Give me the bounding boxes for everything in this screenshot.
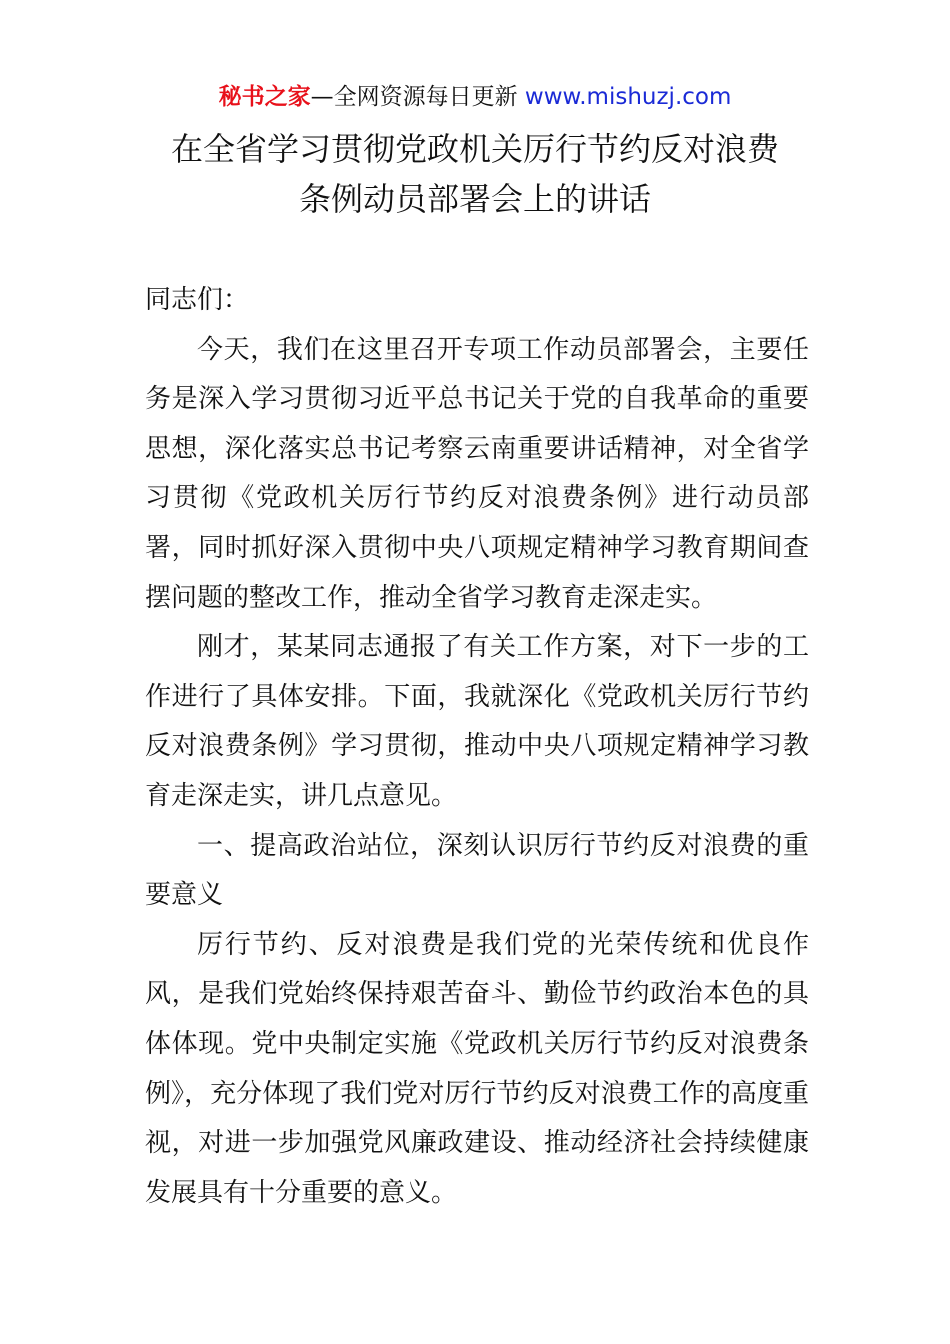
paragraph-intro: 刚才，某某同志通报了有关工作方案，对下一步的工作进行了具体安排。下面，我就深化《党政机关厉行节约反对浪费条例》学习贯彻，推动中央八项规定精神学习教育走深走实，讲几点意见。: [145, 632, 809, 811]
document-title-line-1: 在全省学习贯彻党政机关厉行节约反对浪费: [170, 130, 779, 168]
document-title-line-2: 条例动员部署会上的讲话: [298, 180, 651, 218]
paragraph-opening: 今天，我们在这里召开专项工作动员部署会，主要任务是深入学习贯彻习近平总书记关于党的自我革命的重要思想，深化落实总书记考察云南重要讲话精神，对全省学习贯彻《党政机关厉行节约反对浪费条例》进行动员部署，同时抓好深入贯彻中央八项规定精神学习教育期间查摆问题的整改工作，推动全省学习教育走深走实。: [145, 334, 809, 613]
section-heading-1: 一、提高政治站位，深刻认识厉行节约反对浪费的重要意义: [145, 830, 809, 911]
salutation: 同志们：: [145, 285, 250, 315]
document-title: [0, 124, 950, 224]
site-brand: 秘书之家: [218, 84, 311, 110]
site-slogan: —全网资源每日更新: [310, 84, 525, 110]
site-header: [0, 80, 950, 114]
site-url-link[interactable]: www.mishuzj.com: [524, 84, 732, 110]
paragraph-section-1: 厉行节约、反对浪费是我们党的光荣传统和优良作风，是我们党始终保持艰苦奋斗、勤俭节约政治本色的具体体现。党中央制定实施《党政机关厉行节约反对浪费条例》，充分体现了我们党对厉行节约反对浪费工作的高度重视，对进一步加强党风廉政建设、推动经济社会持续健康发展具有十分重要的意义。: [145, 929, 809, 1208]
document-body: [145, 276, 809, 1218]
